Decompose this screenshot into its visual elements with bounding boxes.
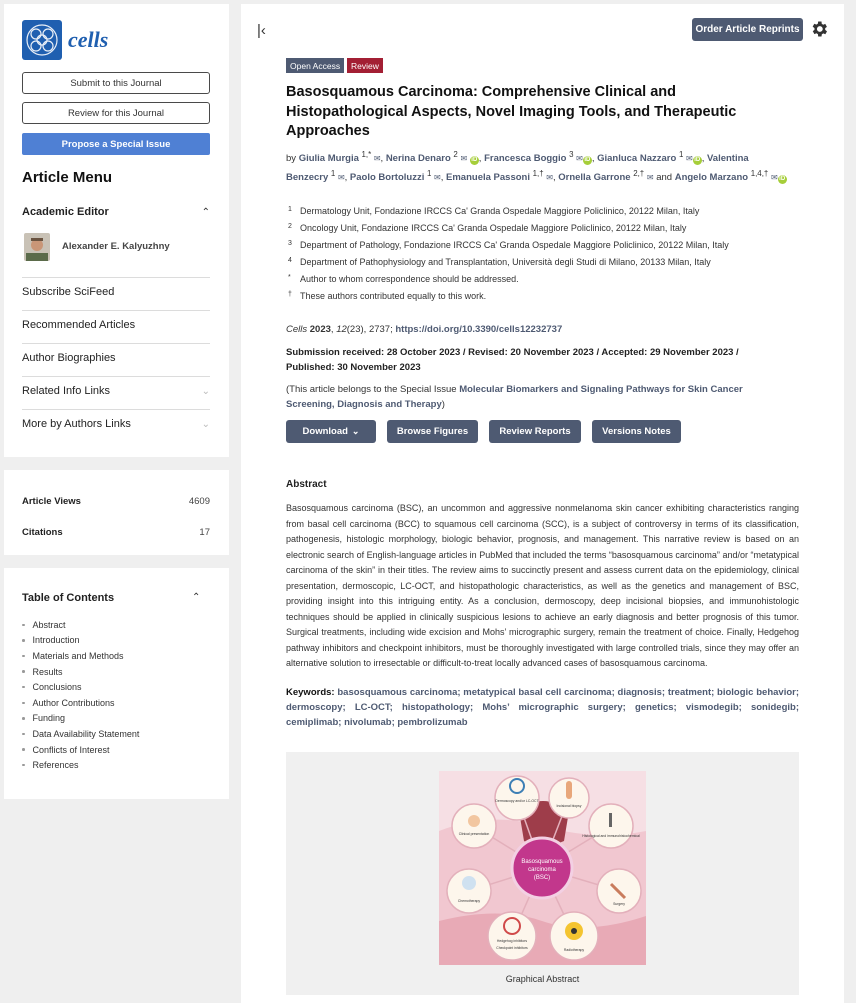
email-icon[interactable]: ✉ [434,173,441,183]
citations-value: 17 [199,527,210,538]
toc-item[interactable]: Author Contributions [22,695,139,711]
author-name[interactable]: Angelo Marzano [674,172,749,184]
citation: Cells 2023, 12(23), 2737; https://doi.org/10.3390/cells12232737 [286,324,563,335]
keywords-label: Keywords: [286,687,335,698]
chevron-up-icon[interactable]: ⌃ [192,592,201,603]
toc-item[interactable]: Conflicts of Interest [22,742,139,758]
author-sup: 1 [426,169,432,179]
ga-label: Histological and immunohistochemical [582,834,640,838]
author-name[interactable]: Emanuela Passoni [446,172,530,184]
affiliation [288,240,808,250]
affiliation-text: Dermatology Unit, Fondazione IRCCS Ca' Granda Ospedale Maggiore Policlinico, 20122 Milan, Italy [300,206,700,216]
ga-label: Checkpoint inhibitors [496,946,528,950]
affiliation [288,257,808,267]
versions-notes-button[interactable]: Versions Notes [592,420,681,443]
citation-volume: 12 [336,324,347,335]
email-icon[interactable]: ✉ [546,173,553,183]
publication-dates: Submission received: 28 October 2023 / Revised: 20 November 2023 / Accepted: 29 November 2023 / Published: 30 November 2023 [286,347,739,373]
author-sup: 2 [453,150,458,159]
author-sup: 1,4,† [750,169,769,179]
collapse-sidebar-icon[interactable]: |‹ [257,22,266,39]
divider [22,310,210,311]
author-sup: 1,* [361,150,372,159]
article-menu-title: Article Menu [22,169,113,186]
author-sup: 1,† [532,169,544,179]
affiliation-text: Department of Pathology, Fondazione IRCCS Ca' Granda Ospedale Maggiore Policlinico, 20122 Milan, Italy [300,240,729,250]
ga-center-line2: carcinoma [528,867,556,873]
author-name[interactable]: Ornella Garrone [558,172,631,184]
author-sup: 1 [330,169,336,179]
graphical-abstract [286,752,799,995]
cells-logo-icon [22,20,62,60]
chevron-down-icon: ⌄ [351,426,360,436]
journal-name: cells [68,27,109,52]
author-sup: 1 [678,150,684,159]
order-reprints-button[interactable]: Order Article Reprints [692,18,803,41]
affiliation [288,274,808,284]
sidebar-item-biographies[interactable] [22,352,210,364]
graphical-abstract-image[interactable] [439,771,646,965]
ga-label: Hedgehog inhibitors [496,939,528,943]
affiliation-number: † [288,291,292,298]
review-reports-button[interactable]: Review Reports [489,420,581,443]
affiliation-number: 2 [288,223,292,230]
divider [22,376,210,377]
article-panel [241,4,844,1003]
affiliation-number: 4 [288,257,292,264]
special-issue-link[interactable]: Molecular Biomarkers and Signaling Pathways for Skin Cancer Screening, Diagnosis and Therapy [286,384,743,410]
review-journal-button[interactable]: Review for this Journal [22,102,210,124]
author-sup: 2,† [633,169,645,179]
article-title: Basosquamous Carcinoma: Comprehensive Clinical and Histopathological Aspects, Novel Imaging Tools, and Therapeutic Approaches [286,84,737,139]
propose-special-issue-button[interactable]: Propose a Special Issue [22,133,210,155]
affiliation [288,223,808,233]
editor-name[interactable]: Alexander E. Kalyuzhny [62,241,170,252]
email-icon[interactable]: ✉ [373,154,381,164]
abstract-title: Abstract [286,479,327,490]
sidebar-item-scifeed[interactable] [22,286,210,298]
author-sup: 3 [569,150,574,159]
ga-label: Chemotherapy [457,899,481,903]
browse-figures-button[interactable]: Browse Figures [387,420,478,443]
toc-list [22,617,139,773]
keywords [286,685,799,730]
toc-item[interactable]: Introduction [22,633,139,649]
divider [22,409,210,410]
affiliation-text: Department of Pathophysiology and Transplantation, Università degli Studi di Milano, 20133 Milan, Italy [300,257,711,267]
toc-item[interactable]: Materials and Methods [22,648,139,664]
views-label: Article Views [22,496,81,507]
sidebar-item-authors-links[interactable] [22,418,210,430]
affiliation [288,206,808,216]
affiliation-number: 3 [288,240,292,247]
email-icon[interactable]: ✉ [685,154,693,164]
affiliation-text: Oncology Unit, Fondazione IRCCS Ca' Granda Ospedale Maggiore Policlinico, 20122 Milan, Italy [300,223,687,233]
author-name[interactable]: Francesca Boggio [484,153,567,165]
ga-label: Dermoscopy and/or LC-OCT [495,799,539,803]
ga-label: Surgery [613,902,625,906]
toc-title[interactable]: Table of Contents [22,592,115,604]
email-icon[interactable]: ✉ [460,154,468,164]
download-button[interactable] [286,420,376,443]
special-issue-suffix: ) [441,399,445,410]
article-views [22,496,210,507]
ga-center-line1: Basosquamous [521,859,563,865]
chevron-down-icon: ⌄ [201,418,210,430]
toc-item[interactable]: Funding [22,711,139,727]
affiliation-number: * [288,274,291,281]
ga-center-line3: (BSC) [533,875,551,881]
divider [22,343,210,344]
affiliation [288,291,808,301]
journal-logo[interactable] [22,20,108,60]
review-badge: Review [347,58,383,73]
open-access-badge: Open Access [286,58,344,73]
by-word: by [286,153,297,165]
sidebar-item-label: Subscribe SciFeed [22,286,115,298]
download-label: Download [302,426,348,437]
keywords-list[interactable]: basosquamous carcinoma; metatypical basal cell carcinoma; diagnosis; treatment; biologic behavior; dermoscopy; LC-OCT; histopathology; Mohs’ micrographic surgery; genetics; vismodegib; sonidegib; cemiplimab; nivolumab; pembrolizumab [286,687,800,728]
sidebar-item-label: Related Info Links [22,385,111,397]
academic-editor-label: Academic Editor [22,206,109,218]
citations-label: Citations [22,527,63,538]
avatar [24,233,50,261]
graphical-abstract-caption: Graphical Abstract [505,974,580,984]
sidebar-item-related-links[interactable] [22,385,210,397]
citations [22,527,210,538]
sidebar-item-label: More by Authors Links [22,418,131,430]
orcid-icon[interactable]: iD [584,157,591,164]
affiliation-text: Author to whom correspondence should be addressed. [300,274,519,284]
ga-label: Radiotherapy [563,948,585,952]
email-icon[interactable]: ✉ [646,173,654,183]
author-name[interactable]: Giulia Murgia [298,153,359,165]
ga-label: Incisional biopsy [556,804,582,808]
special-issue-prefix: (This article belongs to the Special Issue [286,384,457,395]
orcid-icon[interactable]: iD [471,157,478,164]
toc-item[interactable]: Conclusions [22,679,139,695]
citation-rest: (23), 2737; [346,324,393,335]
chevron-up-icon: ⌃ [201,206,210,218]
affiliation-text: These authors contributed equally to this work. [300,291,487,301]
affiliation-number: 1 [288,206,292,213]
toc-item[interactable]: Data Availability Statement [22,726,139,742]
metrics-panel [4,470,229,555]
divider [22,277,210,278]
author-list: by Giulia Murgia $^{1,*}$ ✉, Nerina Denaro $^2$ ✉ iD , Francesca Boggio $^3$ ✉ iD , Gianluca Nazzaro $^1$ ✉ iD , Valentina Benzecry $^1$ ✉, Paolo Bortoluzzi $^1$ ✉, Emanuela Passoni $^{1,\dagger}$ ✉, Ornella Garrone $^{2,\dagger}$ ✉ and Angelo Marzano $^{1,4,\dagger}$ ✉ iD [286,150,786,184]
email-icon[interactable]: ✉ [576,154,583,164]
abstract-text: Basosquamous carcinoma (BSC), an uncommon and aggressive nonmelanoma skin cancer exhibiting characteristics ranging from basal cell carcinoma (BCC) to squamous cell carcinoma (SCC), is a subject of controversy in terms of its classification, pathogenesis, histologic morphology, biologic behavior, prognosis, and management. This narrative review is based on an electronic search of English-language articles in PubMed that included the terms “basosquamous carcinoma” and/or “metatypical carcinoma of the skin” in their titles. The review aims to succinctly present and assess current data on the epidemiology, clinical presentation, dermoscopic, LC-OCT, and histopathologic characteristics, as well as the genetics and management of BSC, providing insight into this intriguing entity. As a conclusion, dermoscopy, deep incisional biopsies, and immunohistologic techniques should be applied in clinically suspicious lesions to achieve an early diagnosis and better prognosis of this tumor. Surgical treatments, including wide excision and Mohs’ micrographic surgery, remain the treatment of choice. Finally, Hedgehog pathway inhibitors and checkpoint inhibitors, must be thoroughly investigated with large controlled trials, since they may offer an alternative solution to irresectable or difficult-to-treat locally advanced cases of basosquamous carcinoma. [286,503,799,668]
views-value: 4609 [188,496,210,507]
citation-journal: Cells [286,324,308,335]
toc-panel [4,568,229,799]
author-name[interactable]: Gianluca Nazzaro [597,153,677,165]
email-icon[interactable]: ✉ [337,173,345,183]
toc-item[interactable]: References [22,757,139,773]
doi-link[interactable]: https://doi.org/10.3390/cells12232737 [395,324,563,335]
orcid-icon[interactable]: iD [779,176,786,183]
toc-item[interactable]: Abstract [22,617,139,633]
orcid-icon[interactable]: iD [694,157,701,164]
author-name[interactable]: Valentina Benzecry [286,153,749,184]
special-issue-note [286,382,786,412]
sidebar-panel [4,4,229,457]
email-icon[interactable]: ✉ [770,173,778,183]
gear-icon[interactable] [809,19,829,39]
chevron-down-icon: ⌄ [201,385,210,397]
sidebar-item-label: Recommended Articles [22,319,136,331]
author-name[interactable]: Paolo Bortoluzzi [349,172,425,184]
ga-label: Clinical presentation [458,832,490,836]
and-word: and [656,172,673,184]
author-name[interactable]: Nerina Denaro [385,153,451,165]
sidebar-item-recommended[interactable] [22,319,210,331]
toc-item[interactable]: Results [22,664,139,680]
academic-editor-toggle[interactable] [22,206,210,218]
submit-button[interactable]: Submit to this Journal [22,72,210,94]
sidebar-item-label: Author Biographies [22,352,116,364]
citation-year: 2023 [309,324,331,335]
